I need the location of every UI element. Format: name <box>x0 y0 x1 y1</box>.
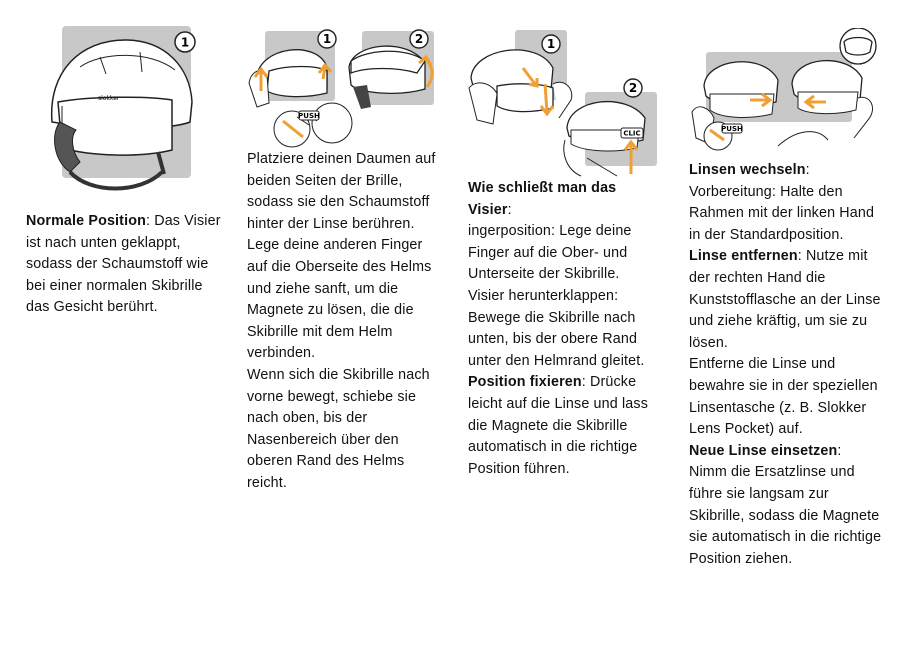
open-visor-text <box>247 149 443 495</box>
paragraph-insert-lens: Nimm die Ersatzlinse und führe sie langsam zur Skibrille, sodass die Magnete sie automatisch in die richtige Position ziehen. <box>689 464 882 567</box>
brand-label: slokker <box>98 95 120 102</box>
heading-fix-position: Position fixieren <box>468 374 582 391</box>
step-number-badge: 1 <box>546 37 556 51</box>
heading-colon: : <box>805 162 810 178</box>
paragraph-connect: verbinden. <box>247 345 316 362</box>
illustration-change-lens <box>688 28 884 156</box>
normal-position-text <box>26 211 226 319</box>
illustration-close-visor <box>467 28 663 178</box>
clic-tag: CLIC <box>623 129 641 138</box>
heading-close-visor: Wie schließt man das Visier <box>468 180 617 218</box>
paragraph-lower-visor: Visier herunterklappen: Bewege die Skibrille nach unten, bis der obere Rand unter den Helmrand gleitet. <box>468 287 645 369</box>
change-lens-text <box>689 160 885 570</box>
heading-colon: : <box>837 442 842 459</box>
visor-icon <box>58 97 172 155</box>
paragraph-preparation: Vorbereitung: Halte den Rahmen mit der linken Hand in der Standardposition. <box>689 183 875 243</box>
step-number-badge: 1 <box>322 32 332 46</box>
paragraph-store-lens: Entferne die Linse und bewahre sie in der speziellen Linsentasche (z. B. Slokker Lens Pocket) auf. <box>689 356 878 438</box>
paragraph-fix-position: : Drücke leicht auf die Linse und lass die Magnete die Skibrille automatisch in die richtige Position führen. <box>468 374 648 477</box>
illustration-open-visor <box>247 27 447 150</box>
heading-normal-position: Normale Position <box>26 213 146 229</box>
goggle-lens-icon <box>844 38 872 56</box>
illustration-normal-position <box>40 22 210 202</box>
heading-insert-lens: Neue Linse einsetzen <box>689 442 838 459</box>
heading-colon: : <box>507 201 512 218</box>
step-number-badge: 2 <box>628 81 638 95</box>
step-number-badge: 2 <box>414 32 424 46</box>
normal-position-description: : Das Visier ist nach unten geklappt, sodass der Schaumstoff wie bei einer normalen Skibrille das Gesicht berührt. <box>26 213 221 316</box>
heading-remove-lens: Linse entfernen <box>689 248 798 265</box>
paragraph-push-up: Wenn sich die Skibrille nach vorne bewegt, schiebe sie nach oben, bis der Nasenbereich über den oberen Rand des Helms reicht. <box>247 366 430 491</box>
push-button-tag: PUSH <box>298 112 320 120</box>
push-button-tag: PUSH <box>721 125 743 133</box>
paragraph-fingers-on-helmet: Lege deine anderen Finger auf die Oberseite des Helms und ziehe sanft, um die Magnete zu lösen, die die Skibrille mit dem Helm <box>247 237 432 340</box>
paragraph-thumb-placement: Platziere deinen Daumen auf beiden Seiten der Brille, sodass sie den Schaumstoff hinter der Linse berühren. <box>247 151 436 232</box>
heading-change-lens: Linsen wechseln <box>689 162 806 178</box>
paragraph-remove-lens: : Nutze mit der rechten Hand die Kunststofflasche an der Linse und ziehe kräftig, um sie zu lösen. <box>689 248 881 351</box>
close-visor-text <box>468 178 664 480</box>
step-number-badge: 1 <box>180 35 190 50</box>
paragraph-finger-position: ingerposition: Lege deine Finger auf die Ober- und Unterseite der Skibrille. <box>468 223 632 283</box>
